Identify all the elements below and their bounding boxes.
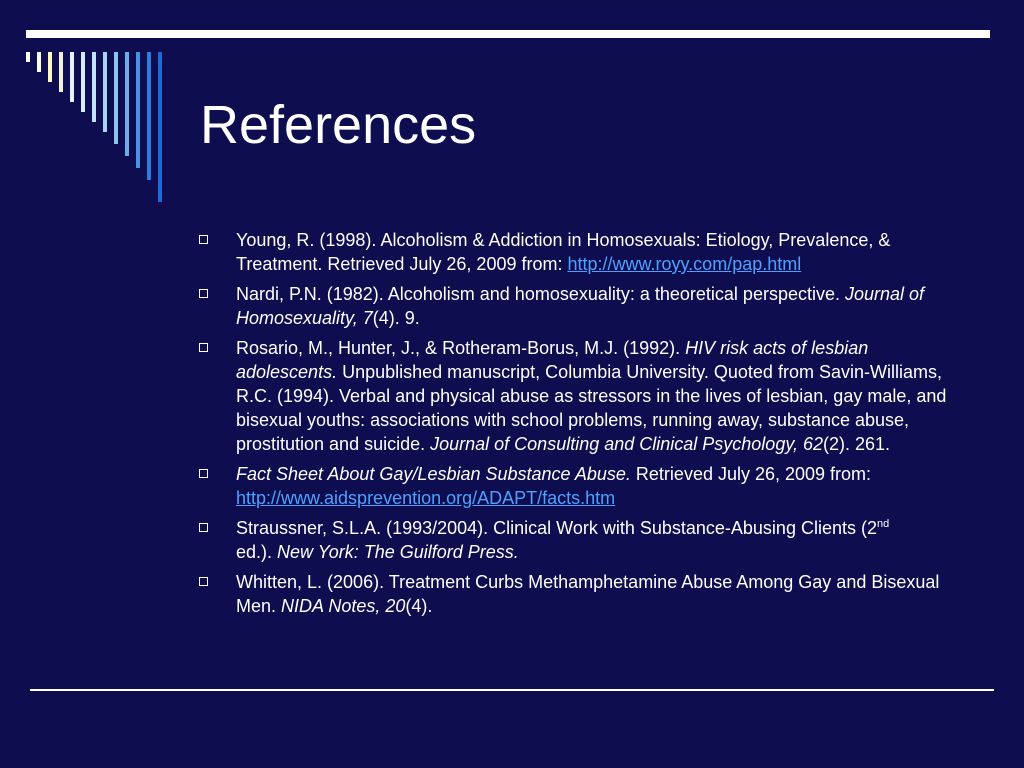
square-bullet-icon [199, 289, 208, 298]
stripe [70, 52, 74, 102]
reference-text: Retrieved July 26, 2009 from: [630, 464, 872, 484]
ordinal-suffix: nd [876, 518, 890, 530]
reference-text: Straussner, S.L.A. (1993/2004). Clinical Work with Substance-Abusing Clients (2 [236, 518, 877, 538]
reference-item [198, 282, 953, 330]
square-bullet-icon [199, 343, 208, 352]
square-bullet-icon [199, 469, 208, 478]
reference-text: Unpublished manuscript, Columbia University. Quoted from Savin-Williams, R.C. (1994). Verbal and physical abuse as stressors in the lives of lesbian, gay male, and bisexual youths: associations with school problems, running away, substance abuse, prostitution and suicide. [236, 362, 947, 454]
stripe [37, 52, 41, 72]
reference-item [198, 228, 953, 276]
stripe [114, 52, 118, 144]
square-bullet-icon [199, 523, 208, 532]
stripe [81, 52, 85, 112]
decorative-stripes [0, 0, 200, 220]
reference-text: Rosario, M., Hunter, J., & Rotheram-Borus, M.J. (1992). [236, 338, 686, 358]
reference-text: ed.). [236, 542, 278, 562]
square-bullet-icon [199, 577, 208, 586]
stripe [92, 52, 96, 122]
square-bullet-icon [199, 235, 208, 244]
stripe [48, 52, 52, 82]
reference-link[interactable]: http://www.royy.com/pap.html [567, 254, 802, 274]
reference-text: (4). [405, 596, 433, 616]
reference-item [198, 516, 953, 564]
reference-item [198, 336, 953, 456]
stripe [26, 52, 30, 62]
journal-title: Journal of Homosexuality, 7 [236, 284, 925, 328]
reference-item [198, 462, 953, 510]
stripe [136, 52, 140, 168]
slide-title: References [200, 95, 477, 155]
stripe [59, 52, 63, 92]
stripe [158, 52, 162, 202]
bottom-rule [30, 689, 994, 691]
reference-text: (4). 9. [372, 308, 420, 328]
reference-link[interactable]: http://www.aidsprevention.org/ADAPT/facts.htm [236, 488, 616, 508]
publisher: New York: The Guilford Press. [277, 542, 519, 562]
reference-text: Nardi, P.N. (1982). Alcoholism and homosexuality: a theoretical perspective. [236, 284, 845, 304]
stripe [103, 52, 107, 132]
reference-text: Young, R. (1998). Alcoholism & Addiction in Homosexuals: Etiology, Prevalence, & Treatment. Retrieved July 26, 2009 from: [236, 230, 891, 274]
work-title: HIV risk acts of lesbian adolescents. [236, 338, 869, 382]
journal-title: Journal of Consulting and Clinical Psychology, 62 [430, 434, 824, 454]
reference-text: Whitten, L. (2006). Treatment Curbs Methamphetamine Abuse Among Gay and Bisexual Men. [236, 572, 940, 616]
journal-title: NIDA Notes, 20 [281, 596, 406, 616]
stripe [125, 52, 129, 156]
stripe [147, 52, 151, 180]
reference-item [198, 570, 953, 618]
reference-list [198, 228, 953, 624]
work-title: Fact Sheet About Gay/Lesbian Substance Abuse. [236, 464, 631, 484]
reference-text: (2). 261. [823, 434, 891, 454]
